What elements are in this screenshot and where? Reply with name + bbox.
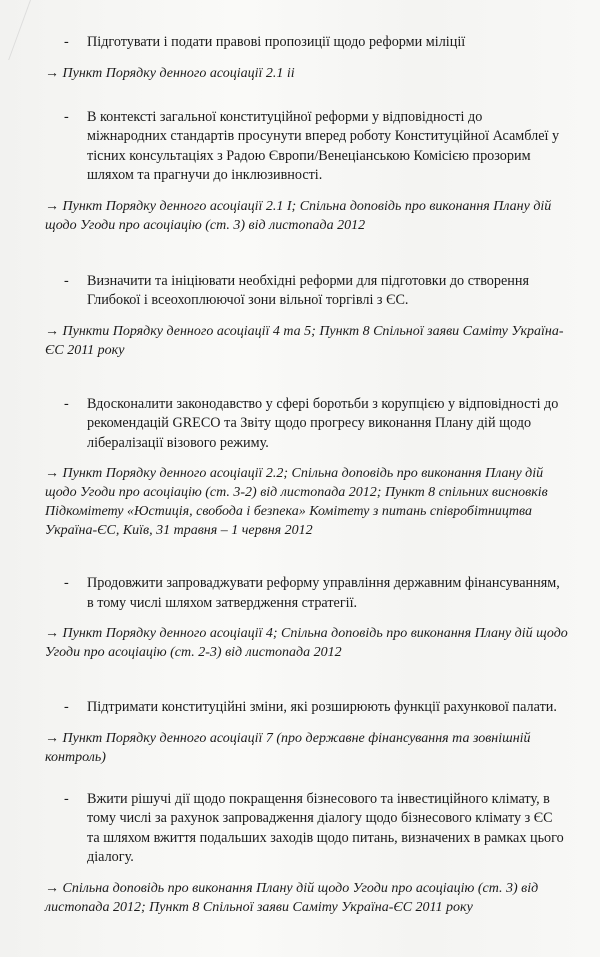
page-corner-fold [0, 0, 31, 60]
bullet-dash: - [64, 272, 69, 289]
list-item [64, 33, 564, 53]
reference-text: Пункти Порядку денного асоціації 4 та 5; Пункт 8 Спільної заяви Саміту Україна-ЄС 2011 року [45, 323, 564, 358]
arrow-right-icon: → [45, 198, 59, 214]
arrow-right-icon: → [45, 880, 59, 896]
arrow-right-icon: → [45, 323, 59, 339]
item-text: Продовжити запроваджувати реформу управління державним фінансуванням, в тому числі шляхом затвердження стратегії. [87, 575, 560, 611]
list-item [64, 698, 564, 718]
bullet-dash: - [64, 395, 69, 412]
reference-line [45, 64, 570, 83]
reference-text: Пункт Порядку денного асоціації 2.1 І; Спільна доповідь про виконання Плану дій щодо Угоди про асоціацію (ст. 3) від листопада 2012 [45, 198, 552, 233]
item-text: Підготувати і подати правові пропозиції щодо реформи міліції [87, 34, 466, 50]
list-item [64, 395, 564, 454]
reference-line [45, 729, 570, 767]
arrow-right-icon: → [45, 65, 59, 81]
list-item [64, 574, 564, 613]
reference-line [45, 197, 570, 235]
list-block [45, 33, 570, 83]
item-text: Вдосконалити законодавство у сфері боротьби з корупцією у відповідності до рекомендацій GRECO та Звіту щодо прогресу виконання Плану дій щодо лібералізації візового режиму. [87, 395, 559, 451]
arrow-right-icon: → [45, 626, 59, 641]
reference-line [45, 879, 570, 917]
list-item [64, 790, 564, 868]
list-item [64, 272, 564, 311]
reference-text: Пункт Порядку денного асоціації 7 (про державне фінансування та зовнішній контроль) [45, 730, 531, 765]
reference-text: Пункт Порядку денного асоціації 2.2; Спільна доповідь про виконання Плану дій щодо Угоди про асоціацію (ст. 3-2) від листопада 2012; Пункт 8 спільних висновків Підкомітету «Юстиція, свобода і безпека» Комітету з питань співробітництва Україна-ЄС, Київ, 31 травня – 1 червня 2012 [45, 466, 548, 538]
list-block [45, 574, 570, 662]
item-text: В контексті загальної конституційної реформи у відповідності до міжнародних стандартів просунути вперед роботу Конституційної Асамблеї у тісних консультаціях з Радою Європи/Венеціанською Комісією прозорим шляхом та прагнучи до інклюзивності. [87, 108, 560, 183]
arrow-right-icon: → [45, 466, 59, 481]
item-text: Визначити та ініціювати необхідні реформи для підготовки до створення Глибокої і всеохоплюючої зони вільної торгівлі з ЄС. [87, 272, 529, 308]
list-block [45, 395, 570, 541]
list-block [45, 108, 570, 235]
list-block [45, 790, 570, 917]
list-item [64, 108, 564, 186]
reference-text: Пункт Порядку денного асоціації 2.1 іі [62, 65, 295, 81]
reference-line [45, 322, 570, 360]
bullet-dash: - [64, 699, 69, 715]
bullet-dash: - [64, 34, 69, 50]
list-block [45, 698, 570, 767]
bullet-dash: - [64, 575, 69, 591]
arrow-right-icon: → [45, 730, 59, 746]
reference-text: Спільна доповідь про виконання Плану дій щодо Угоди про асоціацію (ст. 3) від листопада 2012; Пункт 8 Спільної заяви Саміту Україна-ЄС 2011 року [45, 880, 539, 915]
item-text: Вжити рішучі дії щодо покращення бізнесового та інвестиційного клімату, в тому числі за рахунок запровадження діалогу щодо бізнесового клімату з ЄС та шляхом вжиття подальших заходів щодо питань, визначених в рамках цього діалогу. [87, 790, 564, 865]
bullet-dash: - [64, 790, 69, 807]
reference-line [45, 464, 570, 540]
list-block [45, 272, 570, 360]
reference-line [45, 624, 570, 662]
item-text: Підтримати конституційні зміни, які розширюють функції рахункової палати. [87, 699, 557, 715]
reference-text: Пункт Порядку денного асоціації 4; Спільна доповідь про виконання Плану дій щодо Угоди про асоціацію (ст. 2-3) від листопада 2012 [45, 626, 568, 660]
bullet-dash: - [64, 108, 69, 125]
